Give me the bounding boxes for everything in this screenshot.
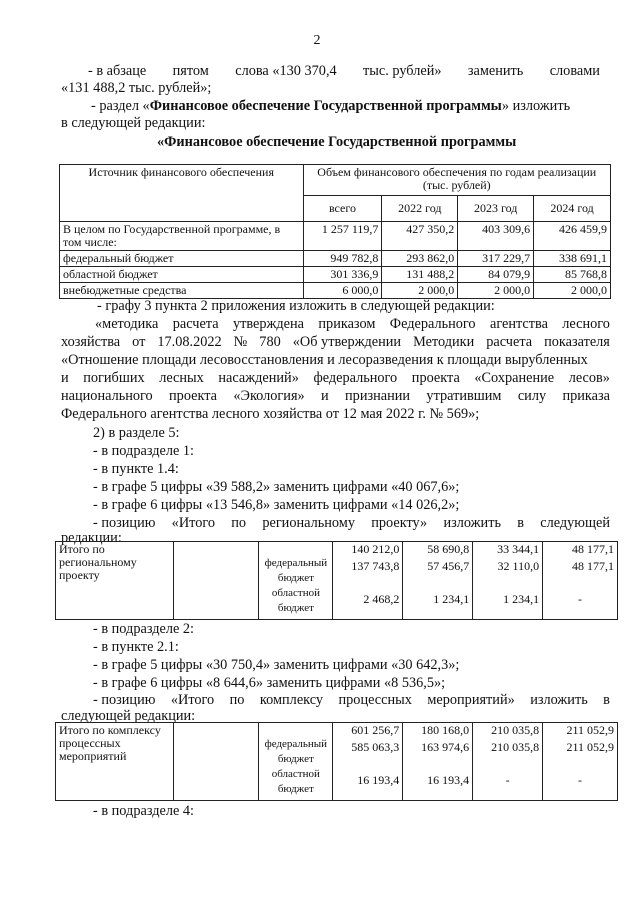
section-heading: «Финансовое обеспечение Государственной программы <box>157 134 517 150</box>
graph6-line: - в графе 6 цифры «13 546,8» заменить цифрами «14 026,2»; <box>93 497 460 513</box>
method-line: хозяйства от 17.08.2022 № 780 «Об утверждении Методики расчета показателя <box>61 334 610 350</box>
finance-col-header: 2023 год <box>458 196 534 222</box>
position2-cont: следующей редакции: <box>61 708 196 724</box>
method-line: «методика расчета утверждена приказом Федерального агентства лесного <box>95 316 610 332</box>
graph6b-line: - в графе 6 цифры «8 644,6» заменить цифрами «8 536,5»; <box>93 675 446 691</box>
para1-line1: - в абзаце пятом слова «130 370,4 тыс. рублей» заменить словами <box>88 63 600 79</box>
subsection4-line: - в подразделе 4: <box>93 803 194 819</box>
table-row: внебюджетные средства 6 000,0 2 000,0 2 000,0 2 000,0 <box>60 283 611 299</box>
finance-col-header: всего <box>303 196 382 222</box>
table-row: В целом по Государственной программе, в том числе: 1 257 119,7 427 350,2 403 309,6 426 459,9 <box>60 222 611 251</box>
para2-line2: в следующей редакции: <box>61 115 206 131</box>
table-row: Итого по комплексу процессных мероприятий федеральный бюджет областной бюджет 601 256,7 585 063,3 16 193,4 180 168,0 163 974,6 16 193,4 210 035,8 210 035,8 - 211 052,9 211 052,9 - <box>56 723 618 801</box>
section5-line: 2) в разделе 5: <box>93 425 180 441</box>
position2-line: - позицию «Итого по комплексу процессных мероприятий» изложить в <box>93 692 610 708</box>
para2-line1: - раздел «Финансовое обеспечение Государственной программы» изложить <box>91 98 571 114</box>
graph5b-line: - в графе 5 цифры «30 750,4» заменить цифрами «30 642,3»; <box>93 657 460 673</box>
finance-header-volume: Объем финансового обеспечения по годам реализации (тыс. рублей) <box>303 165 610 196</box>
graph5-line: - в графе 5 цифры «39 588,2» заменить цифрами «40 067,6»; <box>93 479 460 495</box>
method-line: «Отношение площади лесовосстановления и лесоразведения к площади вырубленных <box>61 352 588 368</box>
position1-line: - позицию «Итого по региональному проекту» изложить в следующей <box>93 515 610 531</box>
table-row: областной бюджет 301 336,9 131 488,2 84 079,9 85 768,8 <box>60 267 611 283</box>
method-line: национального проекта «Экология» и признании утратившим силу приказа <box>61 388 610 404</box>
method-last-line: Федерального агентства лесного хозяйства от 12 мая 2022 г. № 569»; <box>61 406 480 422</box>
table-row: федеральный бюджет 949 782,8 293 862,0 317 229,7 338 691,1 <box>60 251 611 267</box>
table-row: Итого по региональному проекту федеральный бюджет областной бюджет 140 212,0 137 743,8 2 468,2 58 690,8 57 456,7 1 234,1 33 344,1 32 110,0 1 234,1 48 177,1 48 177,1 - <box>56 542 618 620</box>
point14-line: - в пункте 1.4: <box>93 461 179 477</box>
finance-col-header: 2022 год <box>382 196 458 222</box>
subsection2-line: - в подразделе 2: <box>93 621 194 637</box>
page-number: 2 <box>313 33 321 48</box>
point21-line: - в пункте 2.1: <box>93 639 179 655</box>
finance-header-source: Источник финансового обеспечения <box>60 165 304 222</box>
method-line: и погибших лесных насаждений» федерального проекта «Сохранение лесов» <box>61 370 610 386</box>
subsection1-line: - в подразделе 1: <box>93 443 194 459</box>
finance-table <box>59 164 611 299</box>
process-measures-table <box>55 722 618 801</box>
finance-col-header: 2024 год <box>534 196 611 222</box>
graph3-line: - графу 3 пункта 2 приложения изложить в следующей редакции: <box>97 298 495 314</box>
para1-line2: «131 488,2 тыс. рублей»; <box>61 80 212 96</box>
position1-cont: редакции: <box>61 530 122 546</box>
regional-project-table <box>55 541 618 620</box>
